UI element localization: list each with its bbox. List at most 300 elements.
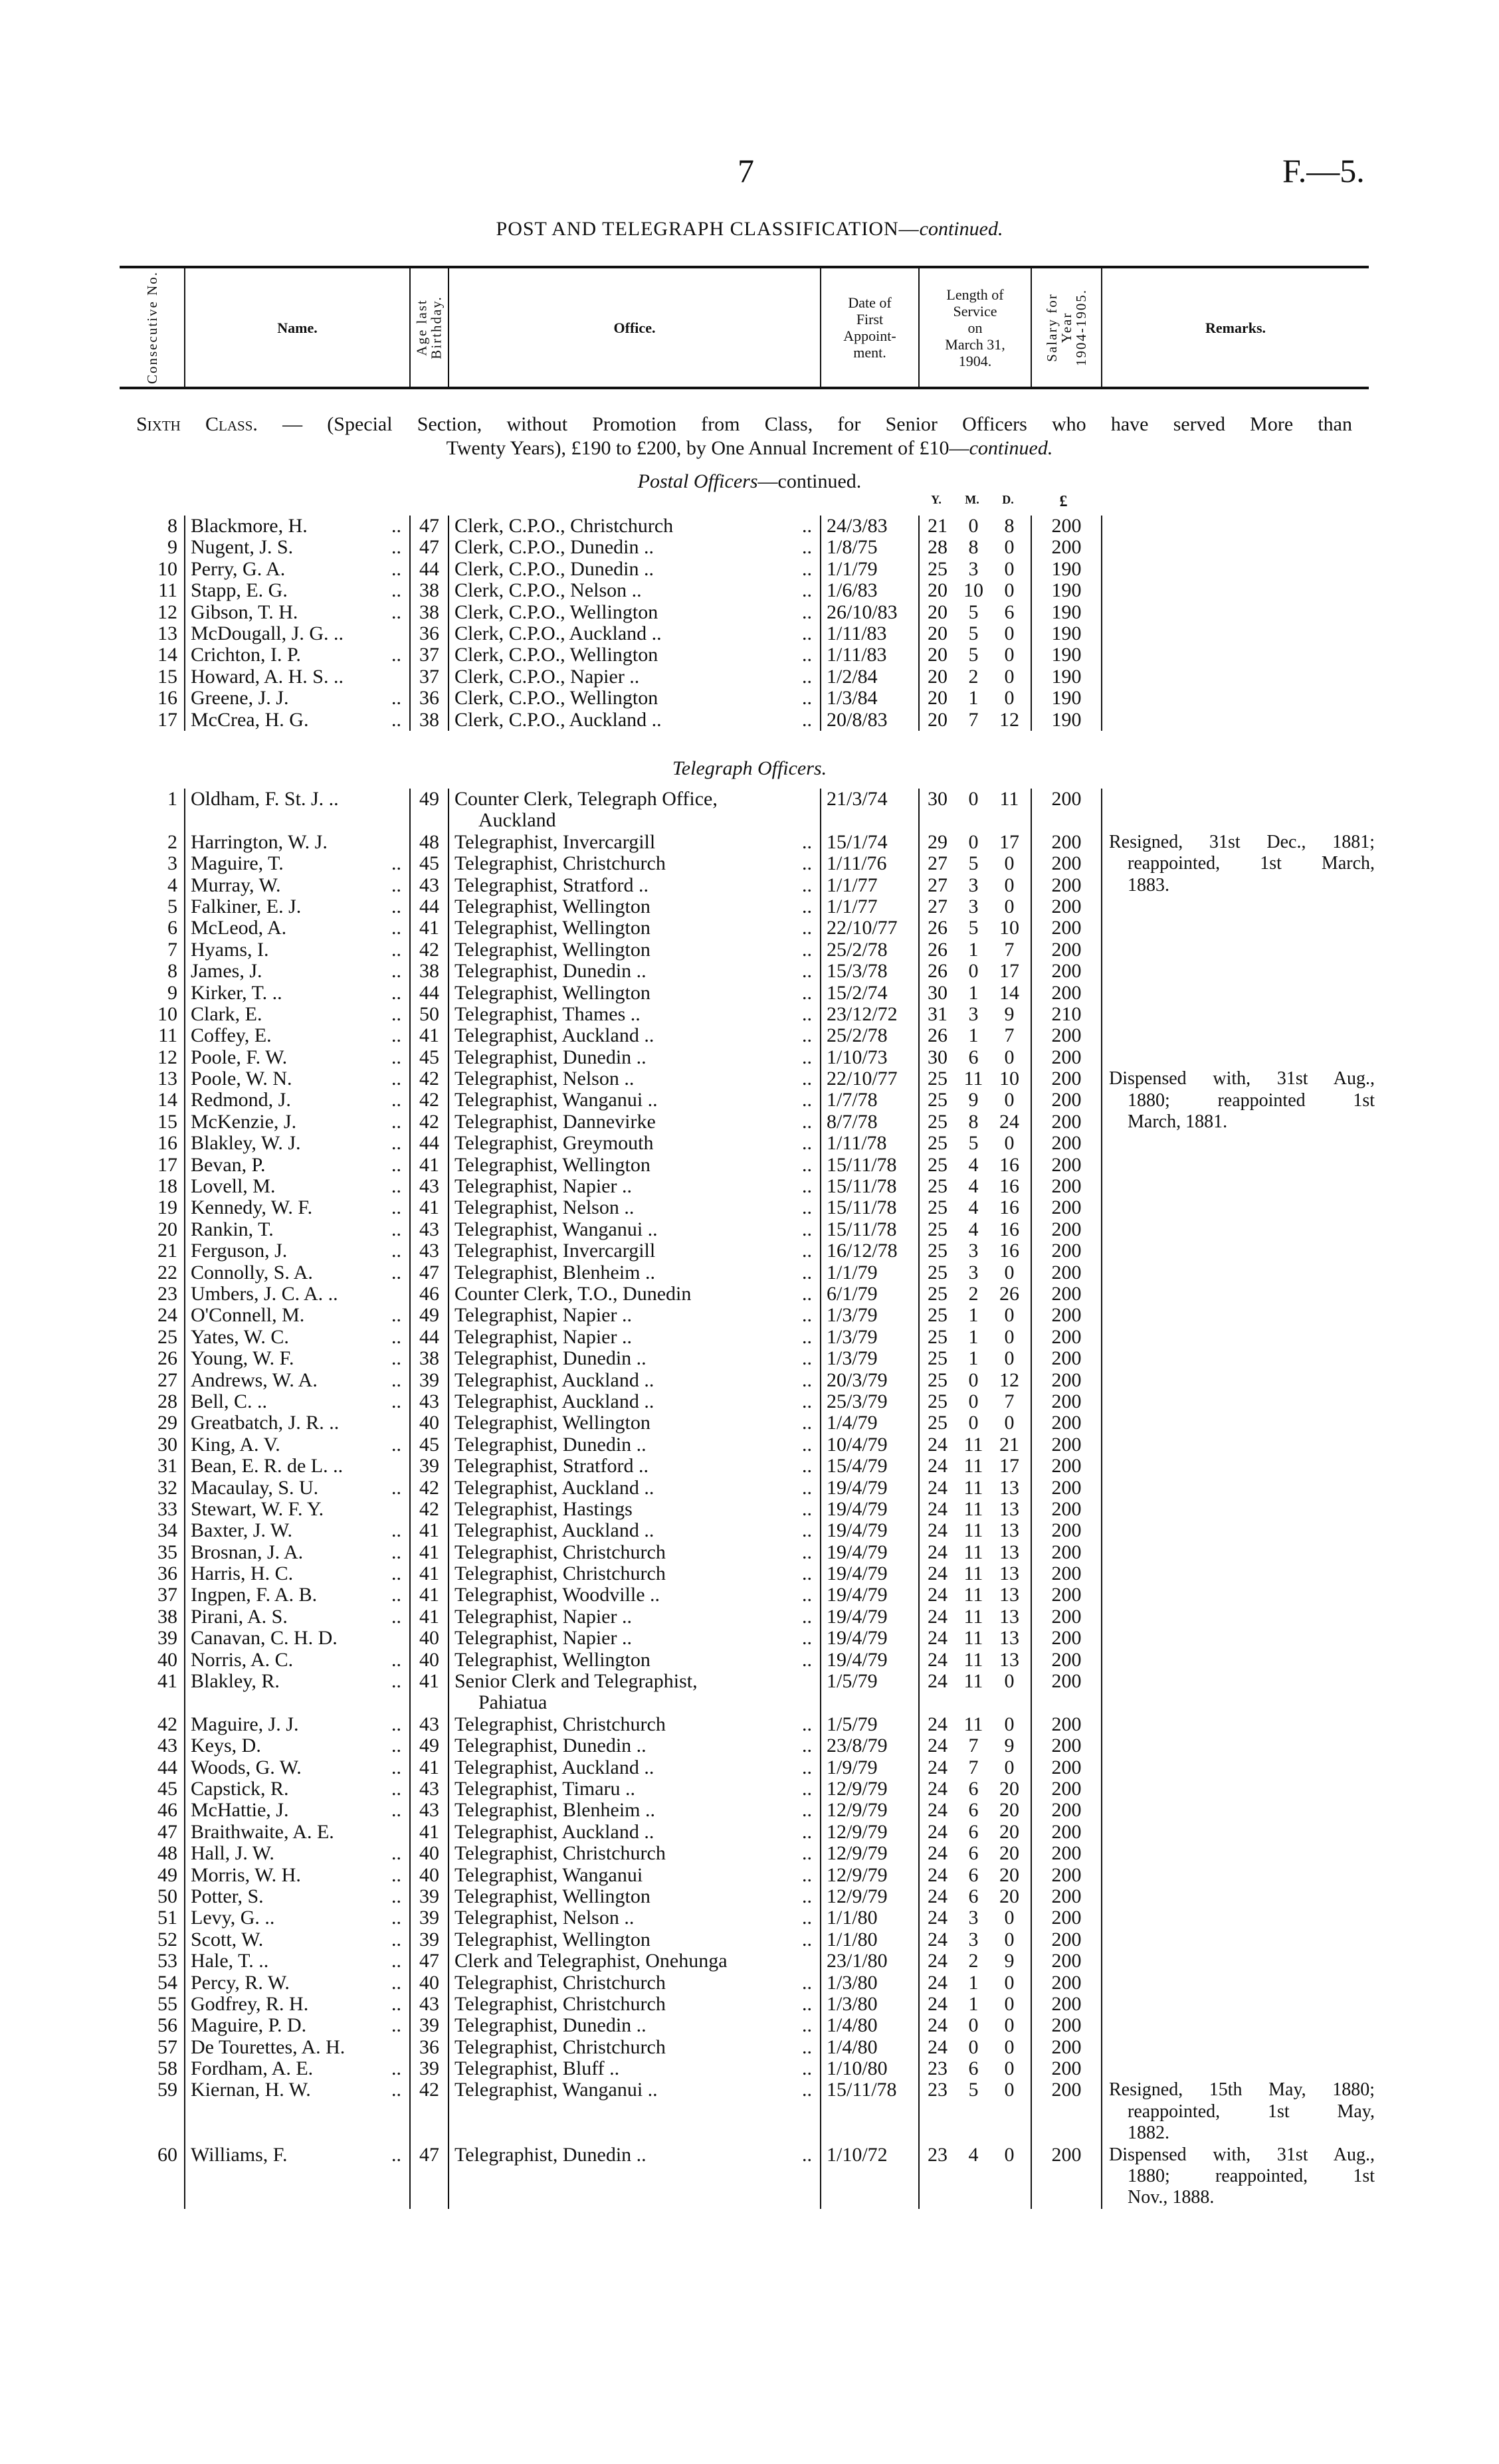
- office: [448, 602, 820, 623]
- length-of-service: [918, 1520, 1031, 1541]
- table-header: [120, 266, 1369, 389]
- office: [448, 1068, 820, 1090]
- office-text: Telegraphist, Invercargill: [454, 830, 656, 853]
- service-months: 4: [968, 1153, 979, 1176]
- length-of-service: [918, 559, 1031, 580]
- office-text: Telegraphist, Napier ..: [454, 1304, 632, 1327]
- length-of-service: [918, 1650, 1031, 1671]
- first-appointment-date: 12/9/79: [820, 1865, 918, 1886]
- officer-name: Yates, W. C. ..: [184, 1327, 409, 1348]
- officer-name: Baxter, J. W. ..: [184, 1520, 409, 1541]
- service-months: 2: [968, 1283, 979, 1305]
- header-length-line: Length of: [946, 286, 1004, 303]
- age: 44: [409, 559, 448, 580]
- office: [448, 1305, 820, 1326]
- postal-heading-text: Postal Officers: [637, 470, 758, 492]
- office-text: Telegraphist, Dunedin ..: [454, 1735, 647, 1757]
- office-text: Telegraphist, Wellington: [454, 981, 650, 1004]
- office: [448, 1584, 820, 1606]
- service-months: 5: [968, 622, 979, 644]
- length-of-service: [918, 939, 1031, 961]
- consecutive-number: 31: [157, 1455, 177, 1477]
- officer-name: Lovell, M. ..: [184, 1176, 409, 1197]
- salary: 200: [1031, 2015, 1101, 2036]
- title-text: POST AND TELEGRAPH CLASSIFICATION—: [496, 218, 920, 240]
- officer-name: Bell, C. .. ..: [184, 1391, 409, 1412]
- table-row: [120, 983, 1369, 1004]
- length-of-service: [918, 1133, 1031, 1154]
- telegraph-heading-text: Telegraph Officers.: [672, 757, 827, 779]
- service-days: 16: [999, 1153, 1019, 1176]
- service-days: 12: [999, 708, 1019, 731]
- service-years: 25: [928, 1240, 948, 1262]
- length-of-service: [918, 832, 1031, 853]
- remarks-text: [1109, 832, 1375, 896]
- table-row: [120, 1176, 1369, 1197]
- office: [448, 1520, 820, 1541]
- office-text: Telegraphist, Christchurch: [454, 1842, 666, 1865]
- first-appointment-date: 23/1/80: [820, 1950, 918, 1972]
- first-appointment-date: 12/9/79: [820, 1886, 918, 1907]
- office-text: Clerk, C.P.O., Napier ..: [454, 665, 640, 688]
- remarks: [1101, 1197, 1369, 1218]
- length-of-service: [918, 1068, 1031, 1090]
- office: [448, 1047, 820, 1068]
- age: 43: [409, 1800, 448, 1821]
- office: [448, 1757, 820, 1778]
- office-text: Telegraphist, Woodville ..: [454, 1584, 660, 1606]
- remarks: [1101, 666, 1369, 688]
- office: [448, 1391, 820, 1412]
- table-row: [120, 1004, 1369, 1025]
- age: 39: [409, 1886, 448, 1907]
- first-appointment-date: 20/3/79: [820, 1370, 918, 1391]
- service-days: 13: [999, 1605, 1019, 1628]
- service-months: 1: [968, 938, 979, 961]
- officer-name: Howard, A. H. S. ..: [184, 666, 409, 688]
- office: [448, 1499, 820, 1520]
- consecutive-number: 19: [157, 1196, 177, 1219]
- office: [448, 1412, 820, 1434]
- office: [448, 1907, 820, 1929]
- remarks: [1101, 1412, 1369, 1434]
- salary: 200: [1031, 1584, 1101, 1606]
- service-years: 24: [928, 1563, 948, 1585]
- first-appointment-date: 15/11/78: [820, 2079, 918, 2144]
- salary: 200: [1031, 2079, 1101, 2144]
- service-days: 20: [999, 1799, 1019, 1822]
- remarks-text: [1109, 2144, 1375, 2209]
- salary: 200: [1031, 1650, 1101, 1671]
- unit-months: M.: [965, 493, 979, 506]
- consecutive-number: 29: [157, 1412, 177, 1434]
- office-text: Telegraphist, Wellington: [454, 1648, 650, 1671]
- first-appointment-date: 1/4/79: [820, 1412, 918, 1434]
- remarks: [1101, 1327, 1369, 1348]
- officer-name: O'Connell, M. ..: [184, 1305, 409, 1326]
- office-text: Telegraphist, Auckland ..: [454, 1519, 654, 1542]
- remarks: [1101, 1800, 1369, 1821]
- office-text: Telegraphist, Wellington: [454, 895, 650, 917]
- service-years: 20: [928, 601, 948, 623]
- service-months: 1: [968, 687, 979, 710]
- age: 45: [409, 1047, 448, 1068]
- age: 46: [409, 1283, 448, 1305]
- age: 41: [409, 1671, 448, 1714]
- age: 44: [409, 896, 448, 917]
- first-appointment-date: 12/9/79: [820, 1843, 918, 1864]
- service-days: 20: [999, 1863, 1019, 1886]
- service-months: 8: [968, 536, 979, 559]
- table-row: [120, 961, 1369, 982]
- first-appointment-date: 1/4/80: [820, 2037, 918, 2058]
- first-appointment-date: 12/9/79: [820, 1800, 918, 1821]
- service-days: 0: [1004, 1261, 1015, 1283]
- remarks: [1101, 1047, 1369, 1068]
- service-years: 30: [928, 1046, 948, 1068]
- first-appointment-date: 15/2/74: [820, 983, 918, 1004]
- service-years: 24: [928, 1756, 948, 1778]
- table-row: [120, 896, 1369, 917]
- salary: 200: [1031, 1305, 1101, 1326]
- service-months: 7: [968, 708, 979, 731]
- length-of-service: [918, 1714, 1031, 1735]
- salary: 190: [1031, 559, 1101, 580]
- service-months: 6: [968, 1799, 979, 1822]
- remarks: [1101, 1176, 1369, 1197]
- table-row: [120, 1456, 1369, 1477]
- service-years: 31: [928, 1002, 948, 1025]
- office-text: Telegraphist, Napier ..: [454, 1627, 632, 1650]
- first-appointment-date: 1/10/72: [820, 2144, 918, 2209]
- office: [448, 1025, 820, 1046]
- remarks-line: Dispensed with, 31st Aug.,: [1109, 1068, 1375, 1090]
- service-days: 20: [999, 1885, 1019, 1907]
- consecutive-number: 54: [157, 1971, 177, 1994]
- first-appointment-date: 1/10/73: [820, 1047, 918, 1068]
- remarks: [1101, 1456, 1369, 1477]
- service-years: 21: [928, 515, 948, 537]
- length-of-service: [918, 1628, 1031, 1649]
- service-days: 21: [999, 1433, 1019, 1456]
- officer-name: Maguire, T. ..: [184, 853, 409, 874]
- office: [448, 1477, 820, 1499]
- age: 42: [409, 2079, 448, 2144]
- service-months: 5: [968, 2079, 979, 2101]
- service-months: 4: [968, 1218, 979, 1240]
- header-date-line: Date of: [848, 294, 892, 311]
- first-appointment-date: 15/4/79: [820, 1456, 918, 1477]
- table-row: [120, 1542, 1369, 1563]
- remarks: [1101, 917, 1369, 939]
- age: 43: [409, 875, 448, 896]
- age: 38: [409, 961, 448, 982]
- remarks: [1101, 537, 1369, 558]
- salary: 200: [1031, 1477, 1101, 1499]
- service-months: 1: [968, 1971, 979, 1994]
- age: 41: [409, 1606, 448, 1628]
- consecutive-number: 12: [157, 601, 177, 623]
- salary: 200: [1031, 1456, 1101, 1477]
- consecutive-number: 39: [157, 1627, 177, 1650]
- length-of-service: [918, 2079, 1031, 2144]
- office: [448, 1606, 820, 1628]
- service-years: 20: [928, 644, 948, 666]
- service-days: 0: [1004, 687, 1015, 710]
- office: [448, 1111, 820, 1133]
- consecutive-number: 36: [157, 1563, 177, 1585]
- remarks: [1101, 1305, 1369, 1326]
- office: [448, 1886, 820, 1907]
- length-of-service: [918, 1972, 1031, 1994]
- first-appointment-date: 1/5/79: [820, 1714, 918, 1735]
- first-appointment-date: 1/10/80: [820, 2058, 918, 2079]
- salary: 200: [1031, 896, 1101, 917]
- length-of-service: [918, 2015, 1031, 2036]
- office-text: Telegraphist, Wellington: [454, 1928, 650, 1950]
- officer-name: Blackmore, H. ..: [184, 516, 409, 537]
- table-row: [120, 1155, 1369, 1176]
- service-days: 0: [1004, 1670, 1015, 1693]
- length-of-service: [918, 2144, 1031, 2209]
- first-appointment-date: 1/11/76: [820, 853, 918, 874]
- table-row: [120, 1972, 1369, 1994]
- consecutive-number: 59: [157, 2079, 177, 2101]
- consecutive-number: 23: [157, 1283, 177, 1305]
- office-text: Telegraphist, Wellington: [454, 917, 650, 939]
- first-appointment-date: 22/10/77: [820, 917, 918, 939]
- consecutive-number: 24: [157, 1304, 177, 1327]
- officer-name: Gibson, T. H. ..: [184, 602, 409, 623]
- age: 36: [409, 688, 448, 709]
- age: 37: [409, 666, 448, 688]
- first-appointment-date: 1/1/80: [820, 1929, 918, 1950]
- service-years: 25: [928, 1196, 948, 1219]
- length-of-service: [918, 516, 1031, 537]
- consecutive-number: 40: [157, 1648, 177, 1671]
- service-years: 20: [928, 687, 948, 710]
- service-days: 16: [999, 1175, 1019, 1198]
- service-days: 8: [1004, 515, 1015, 537]
- office-text: Telegraphist, Nelson ..: [454, 1068, 635, 1090]
- age: 43: [409, 1994, 448, 2015]
- service-days: 0: [1004, 1046, 1015, 1068]
- office-text: Telegraphist, Napier ..: [454, 1175, 632, 1198]
- consecutive-number: 37: [157, 1584, 177, 1606]
- consecutive-number: 47: [157, 1820, 177, 1843]
- age: 43: [409, 1176, 448, 1197]
- consecutive-number: 52: [157, 1928, 177, 1950]
- age: 43: [409, 1219, 448, 1240]
- salary: 200: [1031, 917, 1101, 939]
- consecutive-number: 11: [158, 579, 177, 602]
- consecutive-number: 48: [157, 1842, 177, 1865]
- first-appointment-date: 19/4/79: [820, 1606, 918, 1628]
- first-appointment-date: 23/8/79: [820, 1735, 918, 1756]
- first-appointment-date: 1/1/80: [820, 1907, 918, 1929]
- service-months: 0: [968, 2036, 979, 2058]
- age: 49: [409, 1735, 448, 1756]
- service-months: 11: [963, 1563, 983, 1585]
- table-row: [120, 537, 1369, 558]
- service-days: 13: [999, 1584, 1019, 1606]
- remarks: [1101, 1606, 1369, 1628]
- office-text: Clerk, C.P.O., Auckland ..: [454, 622, 662, 644]
- consecutive-number: 50: [157, 1885, 177, 1907]
- length-of-service: [918, 644, 1031, 666]
- header-name: Name.: [184, 268, 409, 387]
- officer-name: Maguire, P. D. ..: [184, 2015, 409, 2036]
- office-text: Telegraphist, Napier ..: [454, 1325, 632, 1348]
- age: 42: [409, 1068, 448, 1090]
- salary: 190: [1031, 688, 1101, 709]
- office-text: Telegraphist, Wanganui ..: [454, 2079, 658, 2101]
- salary: 200: [1031, 1262, 1101, 1283]
- remarks: [1101, 2079, 1375, 2144]
- officer-name: McDougall, J. G. ..: [184, 623, 409, 644]
- office: [448, 917, 820, 939]
- office-text: Clerk, C.P.O., Dunedin ..: [454, 536, 654, 559]
- header-salary-line: Salary for: [1044, 293, 1060, 362]
- length-of-service: [918, 1584, 1031, 1606]
- salary: 190: [1031, 710, 1101, 731]
- office: [448, 1133, 820, 1154]
- office-text: Telegraphist, Wanganui: [454, 1863, 643, 1886]
- service-years: 25: [928, 1153, 948, 1176]
- consecutive-number: 13: [157, 1068, 177, 1090]
- service-days: 13: [999, 1476, 1019, 1499]
- officer-name: Young, W. F. ..: [184, 1348, 409, 1369]
- salary: 210: [1031, 1004, 1101, 1025]
- remarks: [1101, 1865, 1369, 1886]
- first-appointment-date: 1/4/80: [820, 2015, 918, 2036]
- length-of-service: [918, 1499, 1031, 1520]
- service-months: 4: [968, 2143, 979, 2166]
- service-months: 11: [963, 1713, 983, 1735]
- table-row: [120, 1865, 1369, 1886]
- consecutive-number: 16: [157, 1132, 177, 1155]
- table-row: [120, 580, 1369, 601]
- service-months: 0: [968, 1390, 979, 1412]
- office: [448, 2037, 820, 2058]
- officer-name: Percy, R. W. ..: [184, 1972, 409, 1994]
- office-text: Telegraphist, Wanganui ..: [454, 1089, 658, 1111]
- table-row: [120, 1950, 1369, 1972]
- salary: 200: [1031, 1499, 1101, 1520]
- remarks-line: 1880; reappointed, 1st: [1128, 2166, 1375, 2187]
- header-salary-label: [1045, 289, 1088, 366]
- officer-name: Potter, S. ..: [184, 1886, 409, 1907]
- length-of-service: [918, 1197, 1031, 1218]
- service-years: 25: [928, 1325, 948, 1348]
- service-days: 0: [1004, 557, 1015, 580]
- service-years: 24: [928, 1820, 948, 1843]
- service-years: 24: [928, 1799, 948, 1822]
- salary: 200: [1031, 1197, 1101, 1218]
- consecutive-number: 53: [157, 1950, 177, 1972]
- remarks-line: reappointed, 1st May,: [1128, 2101, 1375, 2122]
- length-of-service: [918, 1950, 1031, 1972]
- remarks: [1101, 831, 1375, 896]
- office: [448, 688, 820, 709]
- consecutive-number: 34: [157, 1519, 177, 1542]
- office-text: Telegraphist, Wellington: [454, 1153, 650, 1176]
- service-years: 25: [928, 1110, 948, 1133]
- officer-name: James, J. ..: [184, 961, 409, 982]
- salary: 200: [1031, 1111, 1101, 1133]
- consecutive-number: 4: [167, 874, 177, 896]
- table-row: [120, 710, 1369, 731]
- office: [448, 1348, 820, 1369]
- service-years: 26: [928, 960, 948, 983]
- service-days: 0: [1004, 1756, 1015, 1778]
- service-months: 7: [968, 1735, 979, 1757]
- first-appointment-date: 12/9/79: [820, 1778, 918, 1800]
- office-text: Telegraphist, Auckland ..: [454, 1390, 654, 1412]
- remarks: [1101, 1886, 1369, 1907]
- service-months: 11: [963, 1648, 983, 1671]
- salary: 200: [1031, 1090, 1101, 1111]
- age: 41: [409, 1563, 448, 1584]
- first-appointment-date: 22/10/77: [820, 1068, 918, 1090]
- service-years: 24: [928, 1950, 948, 1972]
- length-of-service: [918, 917, 1031, 939]
- length-of-service: [918, 1283, 1031, 1305]
- service-days: 0: [1004, 1971, 1015, 1994]
- remarks: [1101, 1843, 1369, 1864]
- consecutive-number: 60: [157, 2143, 177, 2166]
- service-months: 1: [968, 1304, 979, 1327]
- remarks: [1101, 1907, 1369, 1929]
- salary: 200: [1031, 961, 1101, 982]
- officer-name: Godfrey, R. H. ..: [184, 1994, 409, 2015]
- officer-name: Morris, W. H. ..: [184, 1865, 409, 1886]
- length-of-service: [918, 623, 1031, 644]
- service-years: 25: [928, 1283, 948, 1305]
- office-text: Telegraphist, Napier ..: [454, 1605, 632, 1628]
- service-months: 9: [968, 1089, 979, 1111]
- first-appointment-date: 26/10/83: [820, 602, 918, 623]
- service-days: 9: [1004, 1735, 1015, 1757]
- service-years: 23: [928, 2079, 948, 2101]
- office-continuation: Pahiatua: [478, 1691, 548, 1714]
- service-years: 24: [928, 1928, 948, 1950]
- length-of-service: [918, 1671, 1031, 1714]
- consecutive-number: 58: [157, 2057, 177, 2080]
- age: 45: [409, 1434, 448, 1456]
- officer-name: Kiernan, H. W. ..: [184, 2079, 409, 2144]
- office-text: Telegraphist, Christchurch: [454, 1563, 666, 1585]
- age: 44: [409, 1133, 448, 1154]
- header-length-line: Service: [953, 302, 997, 320]
- officer-name: Keys, D. ..: [184, 1735, 409, 1756]
- officer-name: Poole, W. N. ..: [184, 1068, 409, 1090]
- length-of-service: [918, 1907, 1031, 1929]
- age: 43: [409, 1778, 448, 1800]
- remarks: [1101, 602, 1369, 623]
- remarks: [1101, 1219, 1369, 1240]
- service-years: 20: [928, 622, 948, 644]
- postal-officers-table: [120, 516, 1369, 731]
- officer-name: Redmond, J. ..: [184, 1090, 409, 1111]
- first-appointment-date: 1/1/79: [820, 559, 918, 580]
- first-appointment-date: 1/9/79: [820, 1757, 918, 1778]
- remarks: [1101, 1929, 1369, 1950]
- header-age-label: Age last Birthday.: [414, 296, 445, 359]
- remarks: [1101, 1133, 1369, 1154]
- remarks-line: Resigned, 15th May, 1880;: [1109, 2079, 1375, 2101]
- office-text: Telegraphist, Stratford ..: [454, 1455, 649, 1477]
